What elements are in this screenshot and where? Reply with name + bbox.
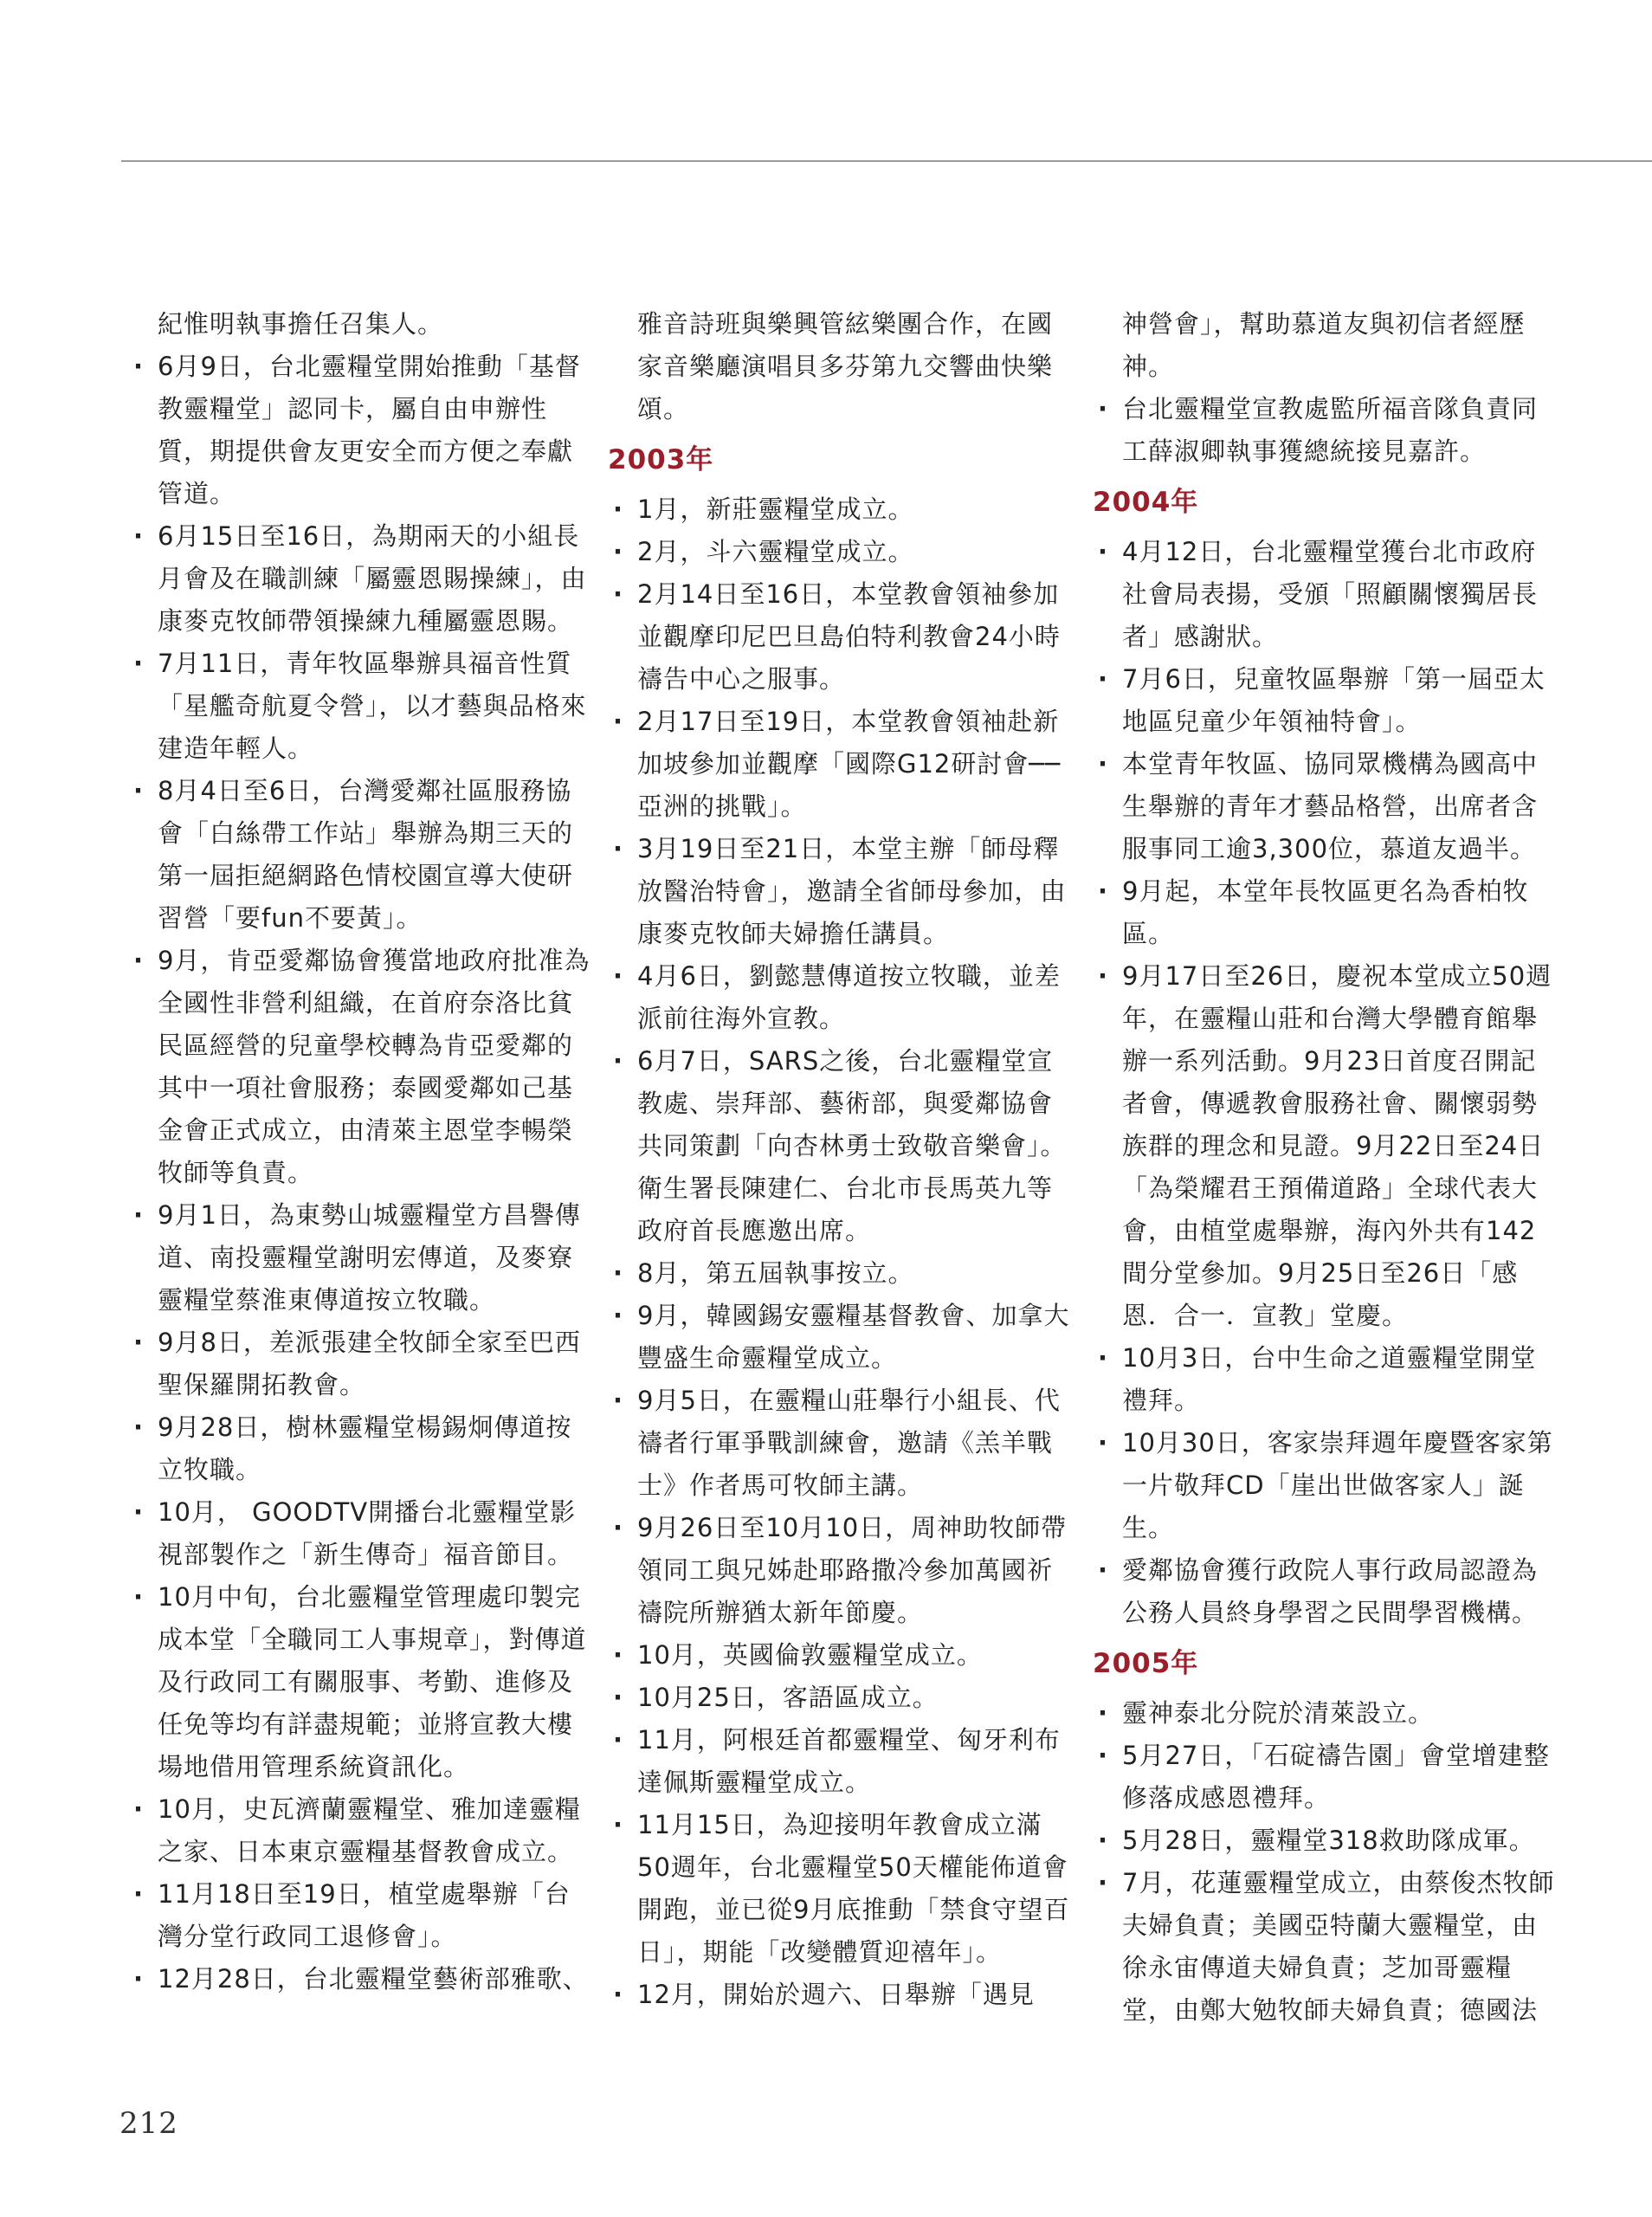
- header-rule: [121, 160, 1652, 162]
- list-item: · 5月28日，靈糧堂318救助隊成軍。: [1093, 1819, 1560, 1862]
- list-item: · 9月，肯亞愛鄰協會獲當地政府批准為全國性非營利組織，在首府奈洛比貧民區經營的兒童學校轉為肯亞愛鄰的其中一項社會服務；泰國愛鄰如己基金會正式成立，由清萊主恩堂李暢榮牧師等負責。: [128, 940, 596, 1194]
- list-item: · 10月，英國倫敦靈糧堂成立。: [608, 1634, 1075, 1677]
- list-item: · 愛鄰協會獲行政院人事行政局認證為公務人員終身學習之民間學習機構。: [1093, 1549, 1560, 1634]
- list-item: · 10月30日，客家崇拜週年慶暨客家第一片敬拜CD「崖出世做客家人」誕生。: [1093, 1422, 1560, 1549]
- list-item: · 本堂青年牧區、協同眾機構為國高中生舉辦的青年才藝品格營，出席者含服事同工逾3,300位，慕道友過半。: [1093, 743, 1560, 870]
- list-item: · 7月，花蓮靈糧堂成立，由蔡俊杰牧師夫婦負責；美國亞特蘭大靈糧堂，由徐永宙傳道夫婦負責；芝加哥靈糧堂，由鄭大勉牧師夫婦負責；德國法: [1093, 1862, 1560, 2032]
- page-number: 212: [119, 2106, 178, 2141]
- list-item: · 8月，第五屆執事按立。: [608, 1252, 1075, 1295]
- list-item: · 11月15日，為迎接明年教會成立滿50週年，台北靈糧堂50天權能佈道會開跑，並已從9月底推動「禁食守望百日」，期能「改變體質迎禧年」。: [608, 1804, 1075, 1974]
- list-item: · 台北靈糧堂宣教處監所福音隊負責同工薛淑卿執事獲總統接見嘉許。: [1093, 388, 1560, 473]
- list-item: · 1月，新莊靈糧堂成立。: [608, 488, 1075, 531]
- list-item: · 11月18日至19日，植堂處舉辦「台灣分堂行政同工退修會」。: [128, 1873, 596, 1958]
- list-item: · 9月28日，樹林靈糧堂楊錫炯傳道按立牧職。: [128, 1406, 596, 1491]
- list-item: · 10月3日，台中生命之道靈糧堂開堂禮拜。: [1093, 1337, 1560, 1422]
- column-2: [608, 303, 1075, 2016]
- year-heading-2003: 2003年: [608, 444, 714, 475]
- column-3: [1093, 303, 1560, 2032]
- list-item: · 9月17日至26日，慶祝本堂成立50週年，在靈糧山莊和台灣大學體育館舉辦一系列活動。9月23日首度召開記者會，傳遞教會服務社會、關懷弱勢族群的理念和見證。9月22日至24日「為榮耀君王預備道路」全球代表大會，由植堂處舉辦，海內外共有142間分堂參加。9月25日至26日「感恩．合一．宣教」堂慶。: [1093, 955, 1560, 1337]
- list-item: · 4月6日，劉懿慧傳道按立牧職，並差派前往海外宣教。: [608, 955, 1075, 1040]
- list-item: · 6月9日，台北靈糧堂開始推動「基督教靈糧堂」認同卡，屬自由申辦性質，期提供會友更安全而方便之奉獻管道。: [128, 346, 596, 515]
- list-item: · 5月27日，「石碇禱告園」會堂增建整修落成感恩禮拜。: [1093, 1735, 1560, 1819]
- list-item: · 10月，史瓦濟蘭靈糧堂、雅加達靈糧之家、日本東京靈糧基督教會成立。: [128, 1788, 596, 1873]
- list-item: · 9月26日至10月10日，周神助牧師帶領同工與兄姊赴耶路撒冷參加萬國祈禱院所辦猶太新年節慶。: [608, 1507, 1075, 1634]
- list-item: · 10月25日，客語區成立。: [608, 1677, 1075, 1719]
- list-item: · 12月，開始於週六、日舉辦「遇見: [608, 1974, 1075, 2016]
- list-item: · 6月15日至16日，為期兩天的小組長月會及在職訓練「屬靈恩賜操練」，由康麥克牧師帶領操練九種屬靈恩賜。: [128, 515, 596, 643]
- list-item: · 10月中旬，台北靈糧堂管理處印製完成本堂「全職同工人事規章」，對傳道及行政同工有關服事、考勤、進修及任免等均有詳盡規範；並將宣教大樓場地借用管理系統資訊化。: [128, 1576, 596, 1788]
- list-item: · 4月12日，台北靈糧堂獲台北市政府社會局表揚，受頒「照顧關懷獨居長者」感謝狀。: [1093, 531, 1560, 658]
- list-item: 紀惟明執事擔任召集人。: [158, 309, 444, 339]
- list-item: · 9月1日，為東勢山城靈糧堂方昌譽傳道、南投靈糧堂謝明宏傳道，及麥寮靈糧堂蔡淮東傳道按立牧職。: [128, 1194, 596, 1322]
- list-item: · 2月17日至19日，本堂教會領袖赴新加坡參加並觀摩「國際G12研討會──亞洲的挑戰」。: [608, 701, 1075, 828]
- list-item: · 9月，韓國錫安靈糧基督教會、加拿大豐盛生命靈糧堂成立。: [608, 1295, 1075, 1380]
- list-item: 雅音詩班與樂興管絃樂團合作，在國家音樂廳演唱貝多芬第九交響曲快樂頌。: [637, 309, 1054, 423]
- list-item: · 8月4日至6日，台灣愛鄰社區服務協會「白絲帶工作站」舉辦為期三天的第一屆拒絕網路色情校園宣導大使研習營「要fun不要黃」。: [128, 770, 596, 940]
- list-item: 神營會」，幫助慕道友與初信者經歷神。: [1122, 309, 1526, 381]
- list-item: · 10月， GOODTV開播台北靈糧堂影視部製作之「新生傳奇」福音節目。: [128, 1491, 596, 1576]
- column-1: [128, 303, 596, 2000]
- list-item: · 9月8日，差派張建全牧師全家至巴西聖保羅開拓教會。: [128, 1322, 596, 1406]
- list-item: · 2月14日至16日，本堂教會領袖參加並觀摩印尼巴旦島伯特利教會24小時禱告中心之服事。: [608, 573, 1075, 701]
- list-item: · 12月28日，台北靈糧堂藝術部雅歌、: [128, 1958, 596, 2000]
- list-item: · 9月5日，在靈糧山莊舉行小組長、代禱者行軍爭戰訓練會，邀請《羔羊戰士》作者馬可牧師主講。: [608, 1380, 1075, 1507]
- list-item: · 7月6日，兒童牧區舉辦「第一屆亞太地區兒童少年領袖特會」。: [1093, 658, 1560, 743]
- list-item: · 9月起，本堂年長牧區更名為香柏牧區。: [1093, 870, 1560, 955]
- list-item: · 靈神泰北分院於清萊設立。: [1093, 1692, 1560, 1735]
- list-item: · 3月19日至21日，本堂主辦「師母釋放醫治特會」，邀請全省師母參加，由康麥克牧師夫婦擔任講員。: [608, 828, 1075, 955]
- list-item: · 6月7日，SARS之後，台北靈糧堂宣教處、崇拜部、藝術部，與愛鄰協會共同策劃「向杏林勇士致敬音樂會」。衛生署長陳建仁、台北市長馬英九等政府首長應邀出席。: [608, 1040, 1075, 1252]
- list-item: · 7月11日，青年牧區舉辦具福音性質「星艦奇航夏令營」，以才藝與品格來建造年輕人。: [128, 643, 596, 770]
- year-heading-2005: 2005年: [1093, 1648, 1199, 1679]
- year-heading-2004: 2004年: [1093, 487, 1199, 518]
- list-item: · 2月，斗六靈糧堂成立。: [608, 531, 1075, 573]
- list-item: · 11月，阿根廷首都靈糧堂、匈牙利布達佩斯靈糧堂成立。: [608, 1719, 1075, 1804]
